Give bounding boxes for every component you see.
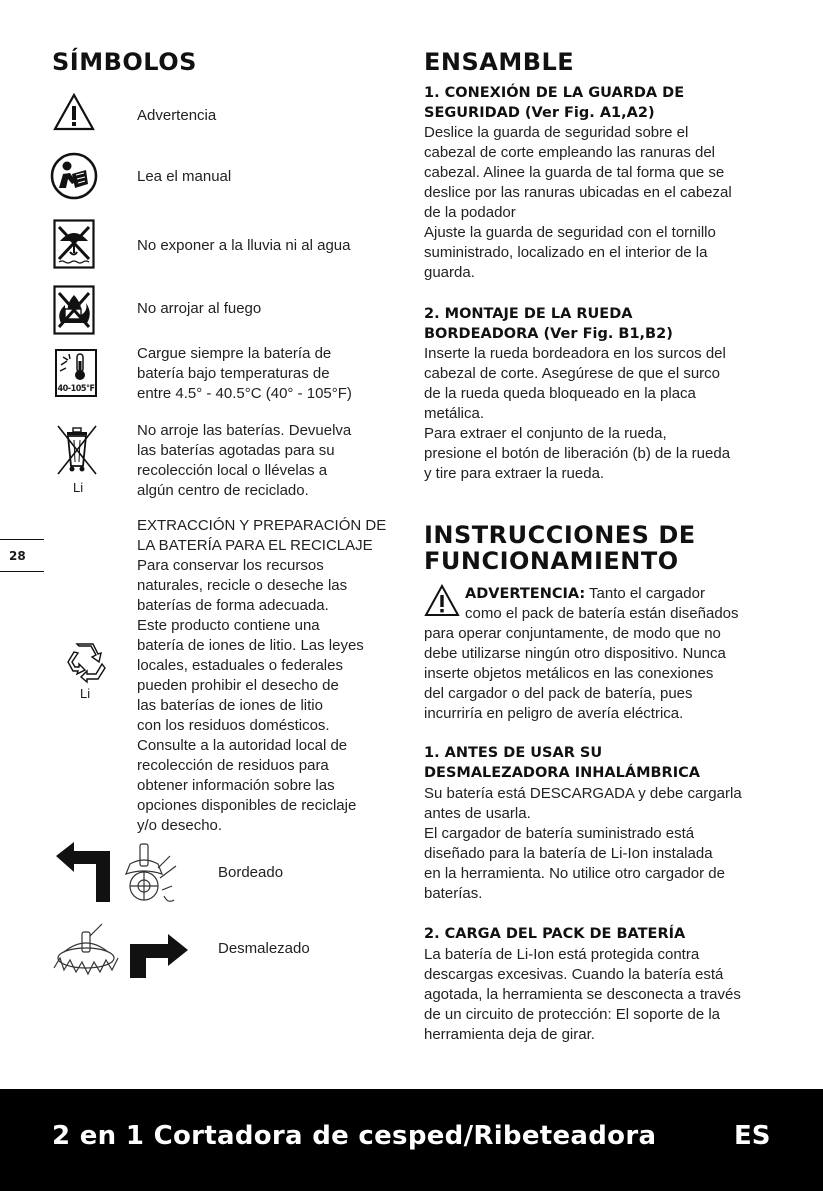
trimming-mode-icon [50, 918, 192, 980]
text-line: en la herramienta. No utilice otro cargador de [424, 865, 725, 882]
text-line: para operar conjuntamente, de modo que no [424, 625, 721, 642]
warning-label: ADVERTENCIA: [465, 586, 586, 602]
text-line: descargas excesivas. Cuando la batería está [424, 966, 724, 983]
text-line: debe utilizarse ningún otro dispositivo. Nunca [424, 645, 726, 662]
text-line: de la rueda queda bloqueado en la placa [424, 385, 696, 402]
text-line: Ajuste la guarda de seguridad con el tornillo [424, 224, 716, 241]
recycle-icon [60, 640, 110, 686]
section-before-use-body [424, 784, 742, 904]
text-line: metálica. [424, 405, 485, 422]
text-line: presione el botón de liberación (b) de la rueda [424, 445, 731, 462]
section-guard-heading [424, 83, 684, 123]
section-wheel-body [424, 344, 730, 484]
text-line: recolección local o llévelas a [137, 462, 328, 479]
heading-line: 1. CONEXIÓN DE LA GUARDA DE [424, 85, 685, 101]
warning-triangle-icon [52, 92, 96, 132]
no-fire-icon [53, 285, 95, 335]
text-line: Consulte a la autoridad local de [137, 737, 348, 754]
text-line: y/o desecho. [137, 817, 223, 834]
footer-product-title: 2 en 1 Cortadora de cesped/Ribeteadora [52, 1121, 657, 1151]
text-line: inserte objetos metálicos en las conexiones [424, 665, 714, 682]
symbol-text-warning: Advertencia [137, 107, 217, 124]
text-line: agotada, la herramienta se desconecta a través [424, 986, 741, 1003]
text-line: cabezal. Alinee la guarda de tal forma que se [424, 164, 725, 181]
section-charging-body [424, 945, 741, 1045]
text-line: cabezal de corte empleando las ranuras del [424, 144, 716, 161]
symbol-text-edging: Bordeado [218, 864, 284, 881]
warning-first-text: Tanto el cargador [585, 585, 705, 602]
symbol-text-battery-disposal [137, 421, 351, 501]
heading-line: BORDEADORA (Ver Fig. B1,B2) [424, 326, 673, 342]
warning-second-line: como el pack de batería están diseñados [465, 605, 739, 622]
symbol-text-trimming: Desmalezado [218, 940, 310, 957]
text-line: locales, estaduales o federales [137, 657, 343, 674]
text-line: diseñado para la batería de Li-Ion instalada [424, 845, 713, 862]
text-line: batería de iones de litio. Las leyes [137, 637, 364, 654]
text-line: del cargador o del pack de batería, pues [424, 685, 693, 702]
text-line: de un circuito de protección: El soporte de la [424, 1006, 721, 1023]
symbol-text-temperature [137, 344, 352, 404]
text-line: las baterías de iones de litio [137, 697, 323, 714]
bin-icon-label: Li [73, 480, 84, 495]
text-line: Este producto contiene una [137, 617, 320, 634]
text-line: Cargue siempre la batería de [137, 345, 332, 362]
crossed-bin-icon [55, 422, 99, 484]
read-manual-icon [50, 152, 98, 200]
section-guard-body [424, 123, 732, 283]
text-line: algún centro de reciclado. [137, 482, 309, 499]
symbol-text-no-rain: No exponer a la lluvia ni al agua [137, 237, 351, 254]
text-line: Su batería está DESCARGADA y debe cargarla [424, 785, 742, 802]
section-wheel-heading [424, 304, 673, 344]
instructions-title [424, 522, 696, 574]
text-line: EXTRACCIÓN Y PREPARACIÓN DE [137, 517, 387, 534]
title-line: FUNCIONAMIENTO [424, 547, 679, 575]
text-line: La batería de Li-Ion está protegida contra [424, 946, 700, 963]
heading-line: DESMALEZADORA INHALÁMBRICA [424, 765, 700, 781]
heading-line: SEGURIDAD (Ver Fig. A1,A2) [424, 105, 655, 121]
symbol-text-manual: Lea el manual [137, 168, 232, 185]
symbols-title: SÍMBOLOS [52, 48, 197, 76]
text-line: LA BATERÍA PARA EL RECICLAJE [137, 537, 373, 554]
text-line: No arroje las baterías. Devuelva [137, 422, 352, 439]
text-line: incurriría en peligro de avería eléctrica. [424, 705, 684, 722]
temperature-icon-label: 40-105°F [57, 384, 95, 394]
text-line: entre 4.5° - 40.5°C (40° - 105°F) [137, 385, 352, 402]
heading-line: 1. ANTES DE USAR SU [424, 745, 603, 761]
text-line: Deslice la guarda de seguridad sobre el [424, 124, 689, 141]
text-line: y tire para extraer la rueda. [424, 465, 605, 482]
warning-first-line [465, 584, 705, 604]
section-before-use-heading [424, 743, 700, 783]
symbol-text-recycling [137, 516, 386, 836]
text-line: Inserte la rueda bordeadora en los surcos del [424, 345, 726, 362]
text-line: Para extraer el conjunto de la rueda, [424, 425, 667, 442]
heading-line: 2. MONTAJE DE LA RUEDA [424, 306, 633, 322]
recycle-icon-label: Li [80, 686, 91, 701]
text-line: suministrado, localizado en el interior de la [424, 244, 708, 261]
text-line: opciones disponibles de reciclaje [137, 797, 357, 814]
text-line: de la podador [424, 204, 516, 221]
text-line: recolección de residuos para [137, 757, 329, 774]
section-charging-heading [424, 924, 685, 944]
title-line: INSTRUCCIONES DE [424, 521, 696, 549]
warning-body [424, 624, 726, 724]
text-line: guarda. [424, 264, 475, 281]
text-line: baterías. [424, 885, 483, 902]
edging-mode-icon [52, 838, 192, 910]
temperature-icon [55, 349, 97, 397]
ensamble-title: ENSAMBLE [424, 48, 575, 76]
text-line: pueden prohibir el desecho de [137, 677, 339, 694]
text-line: obtener información sobre las [137, 777, 335, 794]
text-line: El cargador de batería suministrado está [424, 825, 695, 842]
text-line: antes de usarla. [424, 805, 531, 822]
page-number: 28 [9, 548, 26, 563]
footer-language-code: ES [734, 1121, 771, 1151]
page-number-tab [0, 539, 44, 572]
text-line: deslice por las ranuras ubicadas en el cabezal [424, 184, 732, 201]
text-line: Para conservar los recursos [137, 557, 324, 574]
no-rain-icon [53, 219, 95, 269]
text-line: cabezal de corte. Asegúrese de que el surco [424, 365, 721, 382]
text-line: baterías de forma adecuada. [137, 597, 329, 614]
text-line: herramienta deja de girar. [424, 1026, 595, 1043]
text-line: naturales, recicle o deseche las [137, 577, 348, 594]
text-line: batería bajo temperaturas de [137, 365, 330, 382]
heading-line: 2. CARGA DEL PACK DE BATERÍA [424, 926, 686, 942]
text-line: las baterías agotadas para su [137, 442, 335, 459]
warning-triangle-icon [424, 584, 460, 618]
symbol-text-no-fire: No arrojar al fuego [137, 300, 262, 317]
text-line: con los residuos domésticos. [137, 717, 330, 734]
